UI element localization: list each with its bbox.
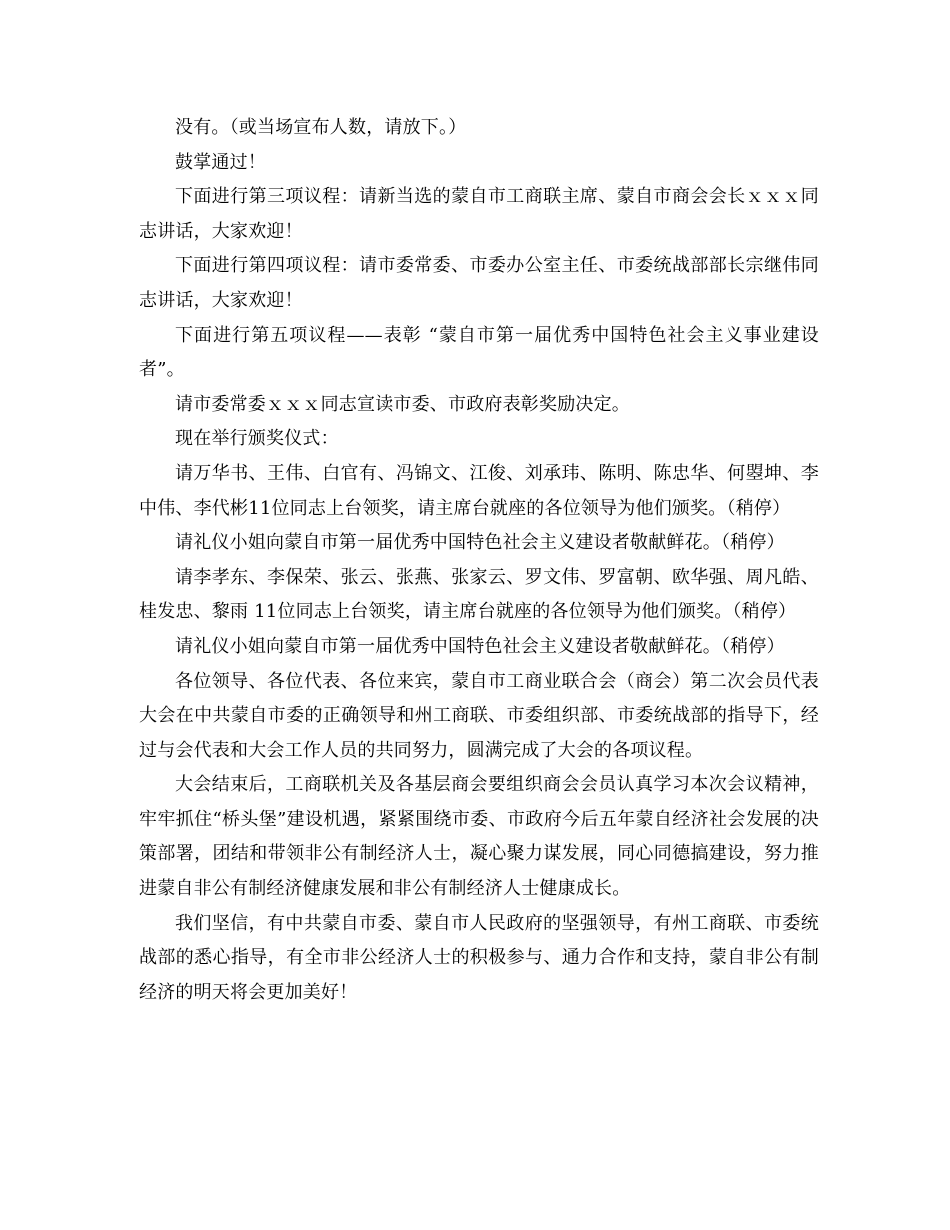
paragraph-14: 我们坚信，有中共蒙自市委、蒙自市人民政府的坚强领导，有州工商联、市委统战部的悉心指导，有全市非公经济人士的积极参与、通力合作和支持，蒙自非公有制经济的明天将会更加美好！ (139, 912, 819, 1003)
paragraph-10: 请李孝东、李保荣、张云、张燕、张家云、罗文伟、罗富朝、欧华强、周凡皓、桂发忠、黎雨 11位同志上台领奖，请主席台就座的各位领导为他们颁奖。（稍停） (139, 566, 819, 623)
paragraph-3: 下面进行第三项议程：请新当选的蒙自市工商联主席、蒙自市商会会长ｘｘｘ同志讲话，大家欢迎！ (139, 186, 819, 242)
paragraph-9: 请礼仪小姐向蒙自市第一届优秀中国特色社会主义建设者敬献鲜花。（稍停） (175, 532, 785, 554)
paragraph-1: 没有。（或当场宣布人数，请放下。） (175, 117, 467, 138)
paragraph-8: 请万华书、王伟、白官有、冯锦文、江俊、刘承玮、陈明、陈忠华、何曌坤、李中伟、李代彬11位同志上台领奖，请主席台就座的各位领导为他们颁奖。（稍停） (139, 462, 819, 519)
paragraph-4: 下面进行第四项议程：请市委常委、市委办公室主任、市委统战部部长宗继伟同志讲话，大家欢迎！ (139, 255, 819, 311)
paragraph-6: 请市委常委ｘｘｘ同志宣读市委、市政府表彰奖励决定。 (175, 393, 630, 415)
paragraph-13: 大会结束后，工商联机关及各基层商会要组织商会会员认真学习本次会议精神，牢牢抓住“桥头堡”建设机遇，紧紧围绕市委、市政府今后五年蒙自经济社会发展的决策部署，团结和带领非公有制经济人士，凝心聚力谋发展，同心同德搞建设，努力推进蒙自非公有制经济健康发展和非公有制经济人士健康成长。 (139, 774, 819, 900)
paragraph-11: 请礼仪小姐向蒙自市第一届优秀中国特色社会主义建设者敬献鲜花。（稍停） (175, 635, 785, 657)
paragraph-5: 下面进行第五项议程——表彰 “蒙自市第一届优秀中国特色社会主义事业建设者”。 (139, 324, 819, 381)
paragraph-2: 鼓掌通过！ (175, 151, 266, 173)
paragraph-7: 现在举行颁奖仪式： (175, 428, 339, 450)
paragraph-12: 各位领导、各位代表、各位来宾，蒙自市工商业联合会（商会）第二次会员代表大会在中共蒙自市委的正确领导和州工商联、市委组织部、市委统战部的指导下，经过与会代表和大会工作人员的共同努力，圆满完成了大会的各项议程。 (139, 670, 819, 761)
document-body (139, 111, 819, 1010)
